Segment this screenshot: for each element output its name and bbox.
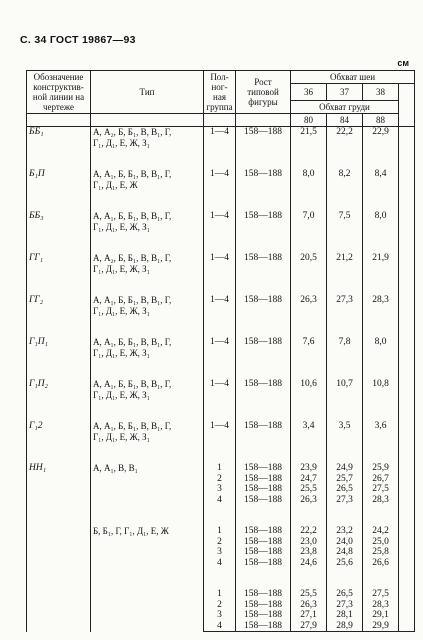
spacer-cell: [236, 505, 291, 526]
measurement-value: 26,6: [363, 558, 399, 569]
measurement-value: 27,5: [363, 589, 399, 600]
measurement-value: 8,4: [363, 169, 399, 190]
group-number: 1—4: [204, 421, 236, 442]
row-spacer: [27, 190, 415, 211]
measurement-value: 10,8: [363, 379, 399, 400]
type-line: А, А₂, Б, Б₁, В, В₁, Г,: [93, 127, 172, 137]
type-list: [91, 421, 204, 442]
row-spacer: [27, 568, 415, 589]
empty-cell: [399, 337, 415, 358]
empty-cell: [399, 495, 415, 506]
measurement-value: 29,9: [363, 621, 399, 632]
measurement-value: 28,3: [363, 495, 399, 506]
table-row: [27, 526, 415, 537]
measurement-value: 24,6: [291, 558, 327, 569]
table-row: [27, 337, 415, 358]
spacer-cell: [363, 505, 399, 526]
group-number: 1: [204, 526, 236, 537]
height-range: 158—188: [236, 495, 291, 506]
height-range: 158—188: [236, 600, 291, 611]
measurement-value: 27,9: [291, 621, 327, 632]
spacer-cell: [363, 316, 399, 337]
spacer-cell: [236, 358, 291, 379]
spacer-cell: [327, 148, 363, 169]
height-range: 158—188: [236, 589, 291, 600]
line-designation: ББ₃: [27, 211, 91, 232]
row-spacer: [27, 505, 415, 526]
header-group: Пол-ног-ная группа: [204, 71, 236, 114]
measurement-value: 28,3: [363, 600, 399, 611]
spacer-cell: [27, 274, 91, 295]
spacer-cell: [399, 316, 415, 337]
spacer-cell: [204, 568, 236, 589]
height-range: 158—188: [236, 484, 291, 495]
row-spacer: [27, 400, 415, 421]
height-range: 158—188: [236, 421, 291, 442]
page-header: С. 34 ГОСТ 19867—93: [20, 34, 136, 46]
group-number: 3: [204, 547, 236, 558]
spacer-cell: [291, 232, 327, 253]
spacer-cell: [399, 568, 415, 589]
group-number: 1—4: [204, 169, 236, 190]
type-list: [91, 337, 204, 358]
measurement-value: 24,8: [327, 547, 363, 558]
measurement-value: 25,8: [363, 547, 399, 558]
spacer-cell: [327, 190, 363, 211]
measurement-value: 27,3: [327, 495, 363, 506]
spacer-cell: [91, 190, 204, 211]
measurement-value: 25,9: [363, 463, 399, 474]
height-range: 158—188: [236, 526, 291, 537]
spacer-cell: [236, 274, 291, 295]
measurement-value: 27,5: [363, 484, 399, 495]
measurement-value: 27,3: [327, 295, 363, 316]
empty-cell: [399, 610, 415, 621]
measurement-value: 28,3: [363, 295, 399, 316]
spacer-cell: [399, 400, 415, 421]
measurement-value: 10,7: [327, 379, 363, 400]
spacer-cell: [291, 505, 327, 526]
row-spacer: [27, 316, 415, 337]
measurement-value: 25,5: [291, 589, 327, 600]
table-header: [27, 71, 415, 127]
measurement-value: 22,2: [291, 526, 327, 537]
group-number: 2: [204, 600, 236, 611]
empty-cell: [399, 421, 415, 442]
line-designation: ББ₁: [27, 127, 91, 149]
spacer-cell: [327, 358, 363, 379]
spacer-cell: [327, 400, 363, 421]
spacer-cell: [236, 568, 291, 589]
spacer-cell: [204, 316, 236, 337]
measurement-value: 7,5: [327, 211, 363, 232]
spacer-cell: [291, 358, 327, 379]
spacer-cell: [204, 148, 236, 169]
measurement-value: 23,8: [291, 547, 327, 558]
height-range: 158—188: [236, 474, 291, 485]
spacer-cell: [27, 316, 91, 337]
table-row: [27, 589, 415, 600]
spacer-cell: [327, 442, 363, 463]
measurement-value: 26,5: [327, 484, 363, 495]
line-designation: ГГ₂: [27, 295, 91, 316]
header-neck-size: 38: [363, 84, 399, 101]
measurement-value: 23,2: [327, 526, 363, 537]
group-number: 4: [204, 621, 236, 632]
header-chest-size: 84: [327, 114, 363, 127]
height-range: 158—188: [236, 621, 291, 632]
type-line: Г₁, Д₁, Е, Ж, З₁: [93, 137, 150, 148]
height-range: 158—188: [236, 295, 291, 316]
table-row: [27, 295, 415, 316]
row-spacer: [27, 148, 415, 169]
group-number: 1—4: [204, 211, 236, 232]
measurement-value: 24,2: [363, 526, 399, 537]
type-line: Г₁, Д₁, Е, Ж: [93, 179, 138, 190]
empty-cell: [399, 589, 415, 600]
measurement-value: 10,6: [291, 379, 327, 400]
spacer-cell: [204, 442, 236, 463]
spacer-cell: [236, 190, 291, 211]
measurement-value: 3,4: [291, 421, 327, 442]
measurement-value: 21,5: [291, 127, 327, 149]
measurement-value: 23,9: [291, 463, 327, 474]
group-number: 3: [204, 484, 236, 495]
table-row: [27, 169, 415, 190]
group-number: 2: [204, 537, 236, 548]
type-line: А, А₁, Б, Б₁, В, В₁, Г,: [93, 169, 172, 179]
spacer-cell: [27, 358, 91, 379]
type-line: Г₁, Д₁, Е, Ж, З₁: [93, 263, 150, 274]
empty-cell: [399, 526, 415, 537]
spacer-cell: [27, 400, 91, 421]
spacer-cell: [91, 505, 204, 526]
line-designation: ГГ₁: [27, 253, 91, 274]
type-list: [91, 463, 204, 505]
measurement-value: 29,1: [363, 610, 399, 621]
spacer-cell: [91, 274, 204, 295]
measurement-value: 7,0: [291, 211, 327, 232]
type-line: А, А₁, Б, Б₁, В, В₁, Г,: [93, 295, 172, 305]
spacer-cell: [27, 190, 91, 211]
spacer-cell: [363, 232, 399, 253]
measurement-value: 24,0: [327, 537, 363, 548]
height-range: 158—188: [236, 610, 291, 621]
measurement-value: 21,9: [363, 253, 399, 274]
spacer-cell: [327, 316, 363, 337]
spacer-cell: [91, 568, 204, 589]
type-line: Г₁, Д₁, Е, Ж, З₁: [93, 347, 150, 358]
spacer-cell: [291, 274, 327, 295]
spacer-cell: [91, 232, 204, 253]
height-range: 158—188: [236, 379, 291, 400]
spacer-cell: [27, 442, 91, 463]
measurement-value: 24,9: [327, 463, 363, 474]
header-neck-girth: Обхват шеи: [291, 71, 415, 84]
measurement-value: 26,3: [291, 295, 327, 316]
table-row: [27, 253, 415, 274]
height-range: 158—188: [236, 537, 291, 548]
table-row: [27, 463, 415, 474]
empty-cell: [399, 621, 415, 632]
measurement-value: 20,5: [291, 253, 327, 274]
spacer-cell: [291, 568, 327, 589]
spacer-cell: [204, 274, 236, 295]
empty-cell: [399, 211, 415, 232]
row-spacer: [27, 274, 415, 295]
line-designation: НН₁: [27, 463, 91, 505]
spacer-cell: [204, 505, 236, 526]
row-spacer: [27, 442, 415, 463]
group-number: 1: [204, 463, 236, 474]
type-list: [91, 211, 204, 232]
height-range: 158—188: [236, 463, 291, 474]
spacer-cell: [327, 274, 363, 295]
measurement-value: 3,5: [327, 421, 363, 442]
spacer-cell: [363, 148, 399, 169]
line-designation: Б₁П: [27, 169, 91, 190]
measurement-value: 26,3: [291, 600, 327, 611]
header-chest-size: 88: [363, 114, 399, 127]
measurement-value: 27,3: [327, 600, 363, 611]
measurement-value: 22,9: [363, 127, 399, 149]
type-line: Г₁, Д₁, Е, Ж, З₁: [93, 305, 150, 316]
type-line: Г₁, Д₁, Е, Ж, З₁: [93, 389, 150, 400]
spacer-cell: [27, 505, 91, 526]
height-range: 158—188: [236, 558, 291, 569]
type-line: А, А₁, В, В₁: [93, 463, 138, 473]
header-empty-column: [399, 84, 415, 127]
empty-cell: [399, 558, 415, 569]
spacer-cell: [363, 190, 399, 211]
measurement-value: 26,5: [327, 589, 363, 600]
spacer-cell: [399, 274, 415, 295]
empty-cell: [399, 295, 415, 316]
group-number: 1—4: [204, 253, 236, 274]
spacer-cell: [363, 442, 399, 463]
spacer-cell: [27, 568, 91, 589]
header-empty-cell: [27, 114, 91, 127]
header-chest-size: 80: [291, 114, 327, 127]
table-row: [27, 379, 415, 400]
line-designation: Г₁П₂: [27, 379, 91, 400]
empty-cell: [399, 484, 415, 495]
spacer-cell: [91, 316, 204, 337]
height-range: 158—188: [236, 547, 291, 558]
unit-label: см: [397, 58, 409, 68]
empty-cell: [399, 600, 415, 611]
type-line: Б, Б₁, Г, Г₁, Д₁, Е, Ж: [93, 526, 169, 536]
group-number: 1—4: [204, 127, 236, 149]
spacer-cell: [363, 400, 399, 421]
empty-cell: [399, 169, 415, 190]
measurement-value: 7,8: [327, 337, 363, 358]
spacer-cell: [91, 400, 204, 421]
line-designation: Г₁П₁: [27, 337, 91, 358]
measurement-value: 25,0: [363, 537, 399, 548]
header-empty-cell: [91, 114, 204, 127]
empty-cell: [399, 253, 415, 274]
height-range: 158—188: [236, 337, 291, 358]
type-line: А, А₂, Б, Б₁, В, В₁, Г,: [93, 253, 172, 263]
type-list: [91, 127, 204, 149]
spacer-cell: [236, 148, 291, 169]
measurement-value: 22,2: [327, 127, 363, 149]
header-empty-cell: [204, 114, 236, 127]
group-number: 1: [204, 589, 236, 600]
spacer-cell: [291, 400, 327, 421]
measurement-value: 23,0: [291, 537, 327, 548]
measurement-value: 25,6: [327, 558, 363, 569]
type-list: [91, 169, 204, 190]
spacer-cell: [204, 400, 236, 421]
spacer-cell: [291, 316, 327, 337]
type-line: А, А₁, Б, Б₁, В, В₁, Г,: [93, 379, 172, 389]
spacer-cell: [399, 358, 415, 379]
spacer-cell: [236, 400, 291, 421]
height-range: 158—188: [236, 211, 291, 232]
spacer-cell: [327, 232, 363, 253]
spacer-cell: [236, 232, 291, 253]
header-neck-size: 36: [291, 84, 327, 101]
spacer-cell: [27, 232, 91, 253]
measurement-value: 25,7: [327, 474, 363, 485]
height-range: 158—188: [236, 127, 291, 149]
spacer-cell: [236, 442, 291, 463]
spacer-cell: [91, 358, 204, 379]
header-neck-size: 37: [327, 84, 363, 101]
height-range: 158—188: [236, 169, 291, 190]
measurement-value: 25,5: [291, 484, 327, 495]
type-line: Г₁, Д₁, Е, Ж, З₁: [93, 431, 150, 442]
spacer-cell: [399, 505, 415, 526]
measurement-value: 8,0: [363, 211, 399, 232]
spacer-cell: [291, 190, 327, 211]
group-number: 2: [204, 474, 236, 485]
group-number: 1—4: [204, 295, 236, 316]
spacer-cell: [204, 232, 236, 253]
height-range: 158—188: [236, 253, 291, 274]
measurement-value: 26,7: [363, 474, 399, 485]
type-list: [91, 379, 204, 400]
empty-cell: [399, 127, 415, 149]
spacer-cell: [236, 316, 291, 337]
header-type: Тип: [91, 71, 204, 114]
empty-cell: [399, 547, 415, 558]
type-list: [91, 253, 204, 274]
measurement-value: 3,6: [363, 421, 399, 442]
spacer-cell: [91, 148, 204, 169]
measurement-value: 27,1: [291, 610, 327, 621]
measurement-value: 8,2: [327, 169, 363, 190]
measurement-value: 21,2: [327, 253, 363, 274]
empty-cell: [399, 537, 415, 548]
header-designation: Обозначение конструктив-ной линии на чертеже: [27, 71, 91, 114]
spacer-cell: [399, 148, 415, 169]
type-line: А, А₁, Б, Б₁, В, В₁, Г,: [93, 421, 172, 431]
spacer-cell: [291, 442, 327, 463]
spacer-cell: [291, 148, 327, 169]
type-line: Г₁, Д₁, Е, Ж, З₁: [93, 221, 150, 232]
row-spacer: [27, 232, 415, 253]
spacer-cell: [399, 190, 415, 211]
header-chest-girth: Обхват груди: [291, 101, 399, 114]
spacer-cell: [399, 232, 415, 253]
measurement-value: 8,0: [291, 169, 327, 190]
row-spacer: [27, 358, 415, 379]
table-row: [27, 421, 415, 442]
measurement-table: [26, 70, 415, 632]
header-empty-cell: [236, 114, 291, 127]
type-line: А, А₁, Б, Б₁, В, В₁, Г,: [93, 211, 172, 221]
line-designation: [27, 526, 91, 568]
group-number: 4: [204, 495, 236, 506]
measurement-value: 8,0: [363, 337, 399, 358]
table-row: [27, 211, 415, 232]
spacer-cell: [27, 148, 91, 169]
group-number: 1—4: [204, 337, 236, 358]
table-body: [27, 127, 415, 632]
measurement-value: 24,7: [291, 474, 327, 485]
group-number: 1—4: [204, 379, 236, 400]
measurement-value: 7,6: [291, 337, 327, 358]
empty-cell: [399, 379, 415, 400]
header-height: Рост типовой фигуры: [236, 71, 291, 114]
line-designation: Г₁2: [27, 421, 91, 442]
type-list: [91, 526, 204, 568]
group-number: 3: [204, 610, 236, 621]
type-list: [91, 589, 204, 632]
type-line: А, А₁, Б, Б₁, В, В₁, Г,: [93, 337, 172, 347]
group-number: 4: [204, 558, 236, 569]
empty-cell: [399, 474, 415, 485]
spacer-cell: [91, 442, 204, 463]
spacer-cell: [327, 568, 363, 589]
line-designation: [27, 589, 91, 632]
spacer-cell: [399, 442, 415, 463]
table-row: [27, 127, 415, 149]
spacer-cell: [363, 274, 399, 295]
type-list: [91, 295, 204, 316]
spacer-cell: [327, 505, 363, 526]
spacer-cell: [204, 190, 236, 211]
measurement-value: 28,1: [327, 610, 363, 621]
empty-cell: [399, 463, 415, 474]
measurement-value: 28,9: [327, 621, 363, 632]
spacer-cell: [363, 568, 399, 589]
measurement-value: 26,3: [291, 495, 327, 506]
spacer-cell: [363, 358, 399, 379]
spacer-cell: [204, 358, 236, 379]
